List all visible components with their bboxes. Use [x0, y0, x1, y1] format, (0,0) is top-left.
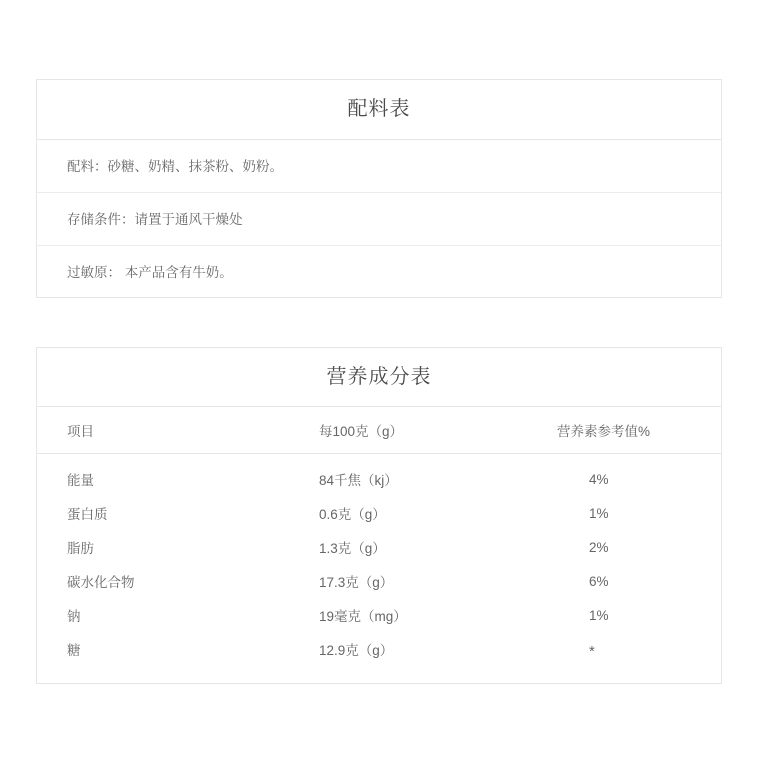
- row-nrv-value: 4%: [589, 471, 609, 487]
- table-row: [37, 462, 721, 496]
- table-row: [37, 598, 721, 632]
- row-amount-value: 19毫克（mg）: [319, 609, 407, 624]
- row-amount-value: 12.9克（g）: [319, 643, 394, 658]
- nutrition-card: [36, 347, 722, 684]
- header-nrv: 营养素参考值%: [557, 424, 651, 439]
- table-row: [37, 496, 721, 530]
- row-item-label: 能量: [67, 473, 94, 488]
- nutrition-table-header: [37, 406, 721, 454]
- ingredients-card: [36, 79, 722, 298]
- row-amount-value: 0.6克（g）: [319, 507, 386, 522]
- row-nrv-value: 1%: [589, 607, 609, 623]
- row-amount-value: 1.3克（g）: [319, 541, 386, 556]
- row-nrv-value: 1%: [589, 505, 609, 521]
- row-amount-value: 17.3克（g）: [319, 575, 394, 590]
- row-item-label: 蛋白质: [67, 507, 108, 522]
- table-row: [37, 530, 721, 564]
- row-amount-value: 84千焦（kj）: [319, 473, 398, 488]
- row-nrv-value: 2%: [589, 539, 609, 555]
- header-item: 项目: [67, 424, 94, 439]
- header-amount: 每100克（g）: [319, 424, 404, 439]
- storage-condition-row: 存储条件：请置于通风干燥处: [37, 193, 721, 246]
- nutrition-title: 营养成分表: [326, 366, 432, 388]
- nutrition-table-body: [37, 454, 721, 666]
- ingredients-list-row: 配料：砂糖、奶精、抹茶粉、奶粉。: [37, 140, 721, 193]
- allergen-row: 过敏原： 本产品含有牛奶。: [67, 265, 233, 280]
- ingredients-title: 配料表: [37, 80, 721, 140]
- row-nrv-value: 6%: [589, 573, 609, 589]
- row-item-label: 钠: [67, 609, 81, 624]
- row-item-label: 碳水化合物: [67, 575, 135, 590]
- row-nrv-value: *: [589, 643, 595, 660]
- table-row: [37, 564, 721, 598]
- row-item-label: 糖: [67, 643, 81, 658]
- row-item-label: 脂肪: [67, 541, 94, 556]
- table-row: [37, 632, 721, 666]
